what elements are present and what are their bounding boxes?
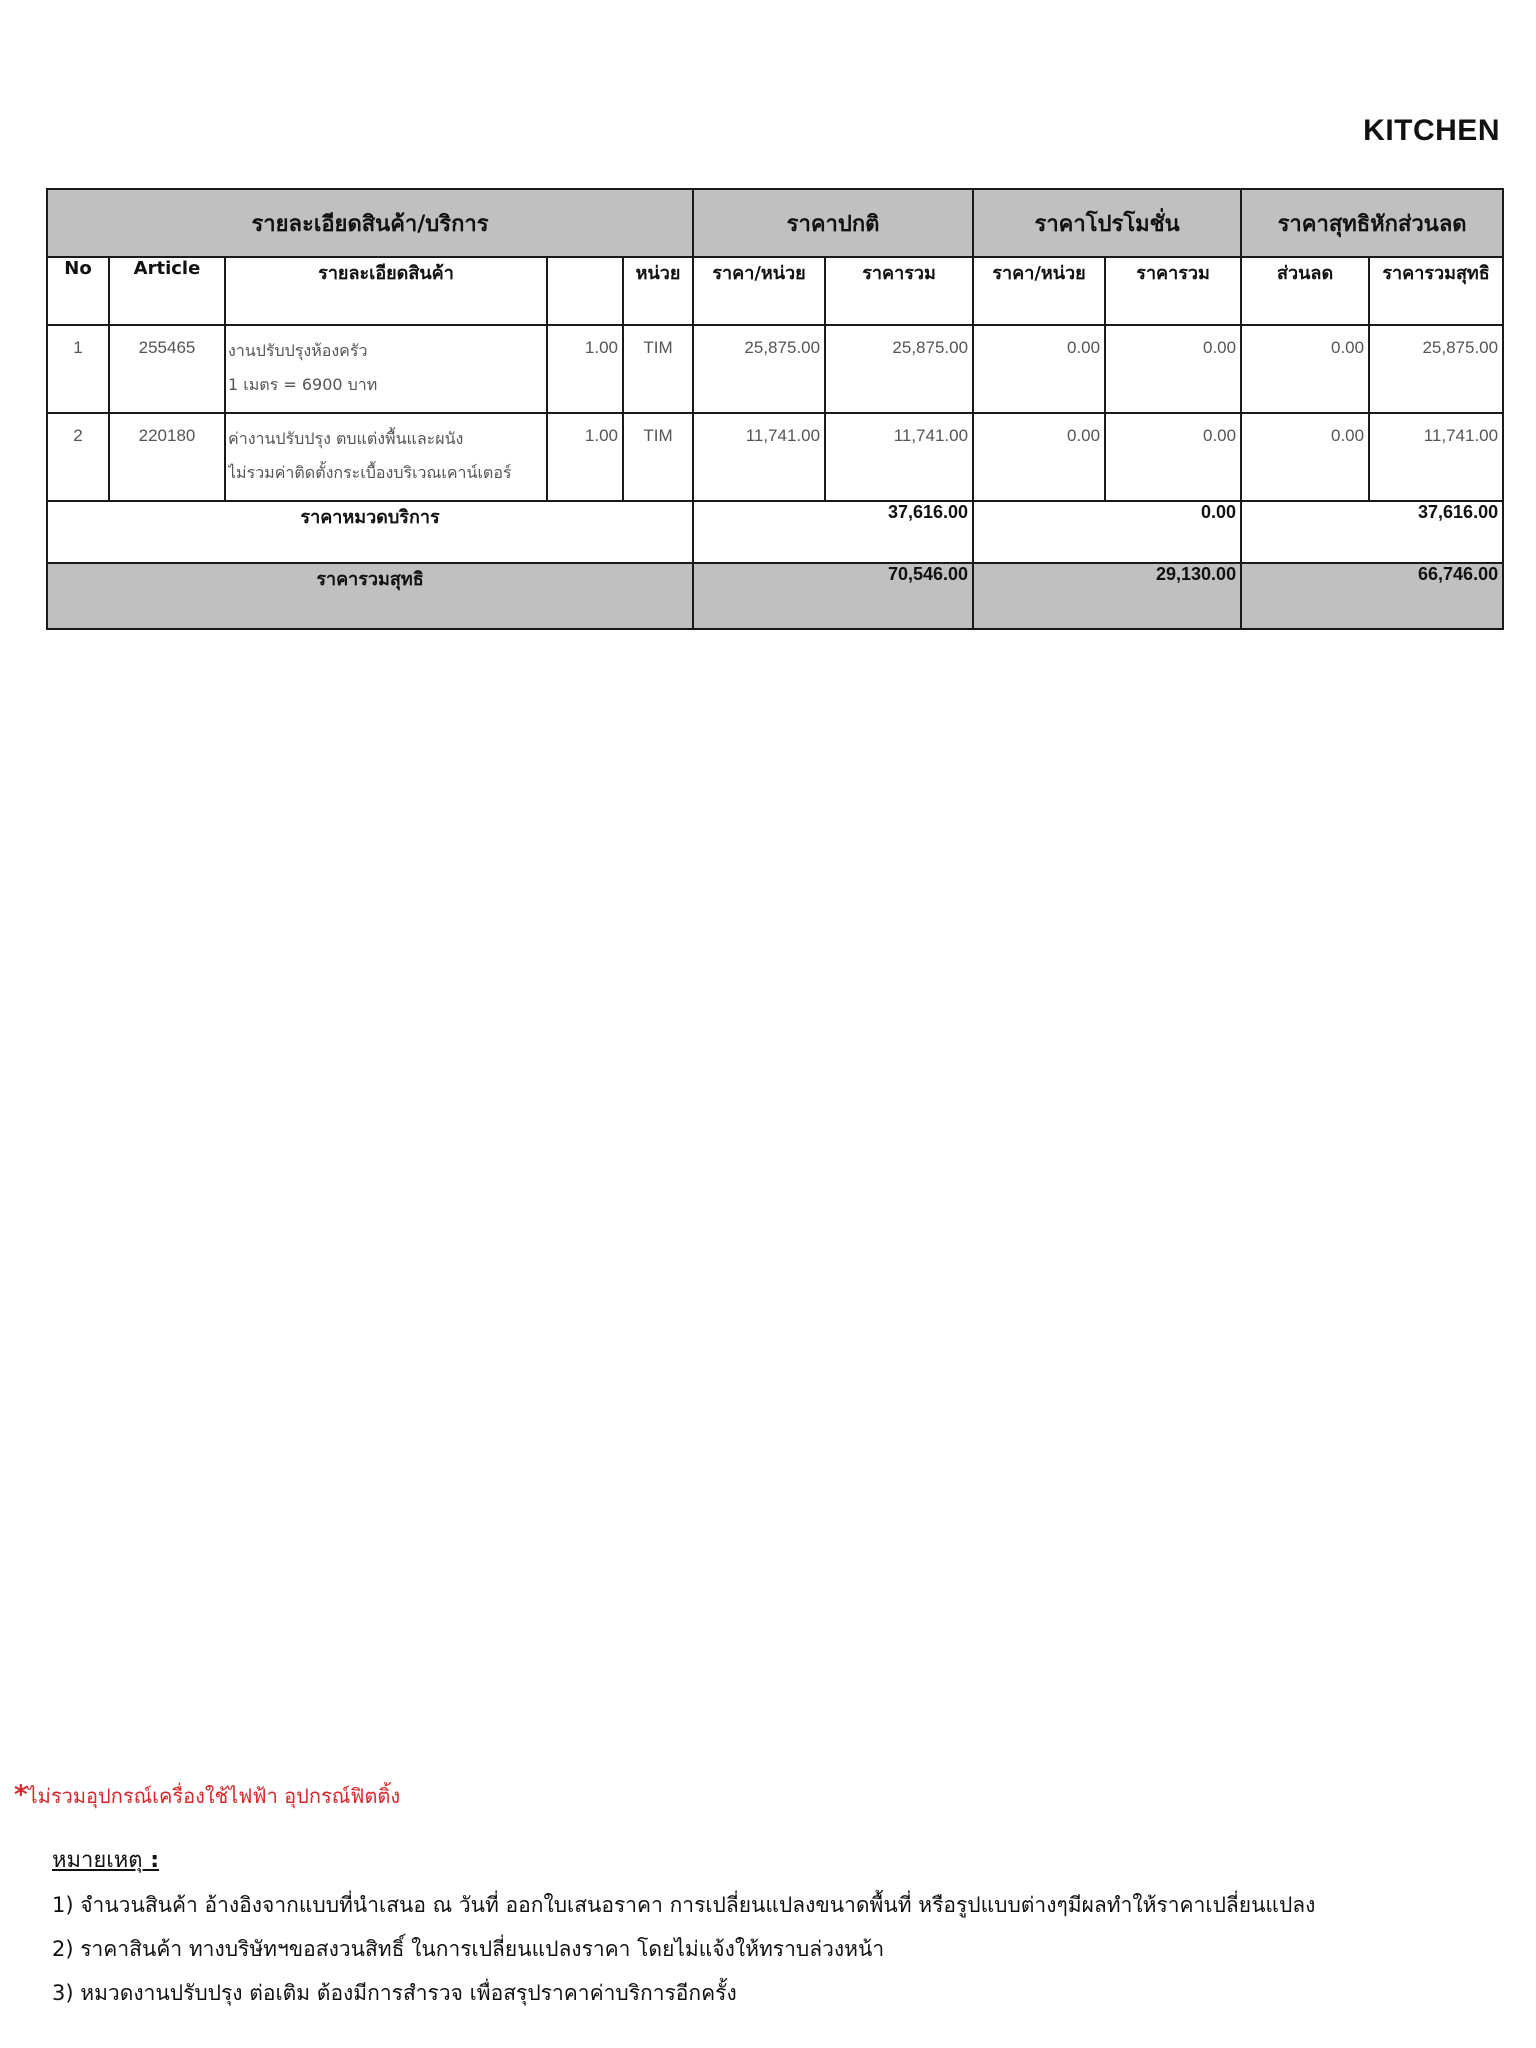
document-title: KITCHEN [1363,114,1500,147]
row-unit: TIM [623,413,693,501]
col-header-normal-unit-price: ราคา/หน่วย [693,257,825,325]
subtotal-row [47,501,1503,563]
row-article: 220180 [109,413,225,501]
grand-total-net: 66,746.00 [1241,563,1503,629]
row-promo-unit-price: 0.00 [973,325,1105,413]
grand-total-label: ราคารวมสุทธิ [47,563,693,629]
subtotal-promo: 0.00 [973,501,1241,563]
row-description-line1: ค่างานปรับปรุง ตบแต่งพื้นและผนัง [228,429,464,448]
row-promo-total: 0.00 [1105,413,1241,501]
subtotal-normal: 37,616.00 [693,501,973,563]
row-normal-total: 25,875.00 [825,325,973,413]
remark-line: 1) จำนวนสินค้า อ้างอิงจากแบบที่นำเสนอ ณ วันที่ ออกใบเสนอราคา การเปลี่ยนแปลงขนาดพื้นที่ หรือรูปแบบต่างๆมีผลทำให้ราคาเปลี่ยนแปลง [52,1893,1316,1917]
row-net-total: 11,741.00 [1369,413,1503,501]
col-header-discount: ส่วนลด [1241,257,1369,325]
column-header-row [47,257,1503,325]
group-header-row [47,189,1503,257]
row-discount: 0.00 [1241,325,1369,413]
group-header-net-price: ราคาสุทธิหักส่วนลด [1241,189,1503,257]
remarks-heading [52,1842,1315,1877]
grand-total-promo: 29,130.00 [973,563,1241,629]
remark-line: 2) ราคาสินค้า ทางบริษัทฯขอสงวนสิทธิ์ ในการเปลี่ยนแปลงราคา โดยไม่แจ้งให้ทราบล่วงหน้า [52,1937,885,1961]
row-discount: 0.00 [1241,413,1369,501]
row-article: 255465 [109,325,225,413]
exclusion-note [14,1780,400,1812]
subtotal-label: ราคาหมวดบริการ [47,501,693,563]
col-header-no: No [47,257,109,325]
row-description [225,413,547,501]
table-row [47,413,1503,501]
asterisk-icon: * [14,1780,28,1810]
row-normal-total: 11,741.00 [825,413,973,501]
row-description [225,325,547,413]
col-header-promo-total: ราคารวม [1105,257,1241,325]
group-header-normal-price: ราคาปกติ [693,189,973,257]
remarks-section [52,1842,1315,2015]
col-header-unit: หน่วย [623,257,693,325]
table-row [47,325,1503,413]
row-unit: TIM [623,325,693,413]
group-header-detail: รายละเอียดสินค้า/บริการ [47,189,693,257]
grand-total-normal: 70,546.00 [693,563,973,629]
col-header-description: รายละเอียดสินค้า [225,257,547,325]
exclusion-note-text: ไม่รวมอุปกรณ์เครื่องใช้ไฟฟ้า อุปกรณ์ฟิตติ้ง [27,1784,401,1808]
row-promo-total: 0.00 [1105,325,1241,413]
row-promo-unit-price: 0.00 [973,413,1105,501]
row-description-line1: งานปรับปรุงห้องครัว [228,341,368,360]
col-header-article: Article [109,257,225,325]
group-header-promo-price: ราคาโปรโมชั่น [973,189,1241,257]
quotation-table [46,188,1504,630]
row-description-line2: 1 เมตร = 6900 บาท [228,375,378,394]
row-normal-unit-price: 11,741.00 [693,413,825,501]
subtotal-net: 37,616.00 [1241,501,1503,563]
col-header-promo-unit-price: ราคา/หน่วย [973,257,1105,325]
col-header-qty [547,257,623,325]
remarks-heading-text: หมายเหตุ [52,1848,143,1873]
row-no: 1 [47,325,109,413]
remarks-heading-colon: : [142,1848,160,1873]
row-no: 2 [47,413,109,501]
col-header-normal-total: ราคารวม [825,257,973,325]
row-normal-unit-price: 25,875.00 [693,325,825,413]
row-qty: 1.00 [547,413,623,501]
row-description-line2: ไม่รวมค่าติดตั้งกระเบื้องบริเวณเคาน์เตอร์ [228,463,512,482]
col-header-net-total: ราคารวมสุทธิ [1369,257,1503,325]
row-net-total: 25,875.00 [1369,325,1503,413]
grand-total-row [47,563,1503,629]
row-qty: 1.00 [547,325,623,413]
remark-line: 3) หมวดงานปรับปรุง ต่อเติม ต้องมีการสำรวจ เพื่อสรุปราคาค่าบริการอีกครั้ง [52,1981,737,2005]
